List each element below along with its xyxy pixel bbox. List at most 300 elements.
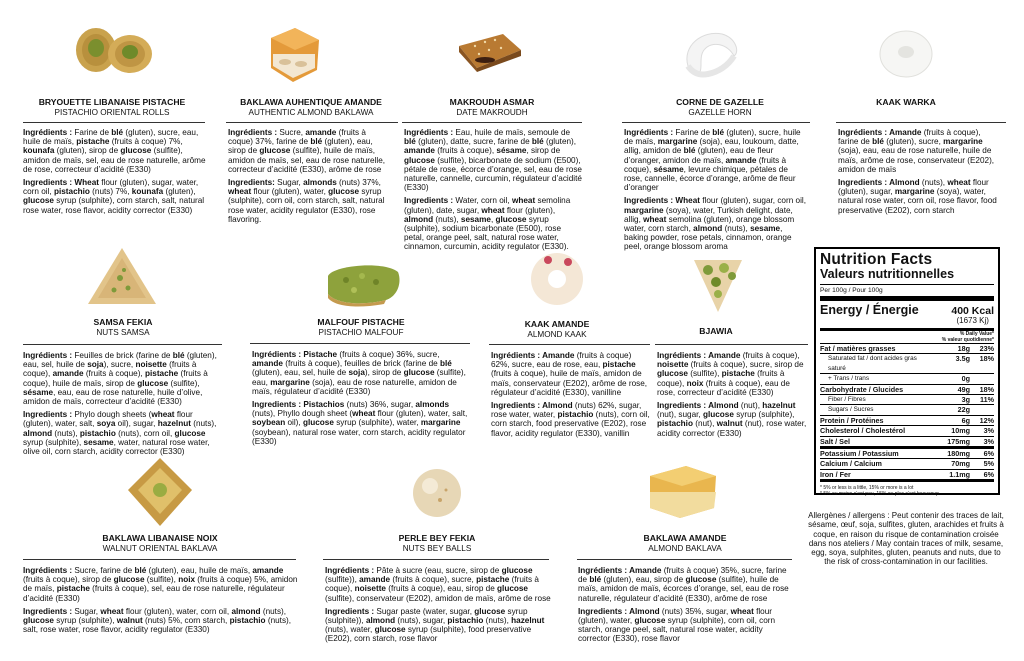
ingredient-bold: noix	[686, 378, 704, 388]
nutrient-daily-value: 6%	[983, 449, 994, 459]
ingredient-text: (fruits à coque) 35%, sucre, farine de	[578, 566, 787, 585]
ingredient-text: (gluten), eau, sel, huile de	[23, 351, 217, 370]
ingredient-text: (fruits à coque) 7%,	[109, 137, 183, 147]
ingredient-bold: blé	[589, 575, 602, 585]
ingredient-bold: glucose	[501, 566, 533, 575]
ingredient-bold: margarine	[420, 418, 461, 428]
nutrient-amount: 18g	[957, 344, 970, 353]
energy-kj: (1673 Kj)	[956, 316, 989, 325]
ingredient-bold: hazelnut	[157, 419, 191, 429]
ingredient-text: (gluten), eau, sel, huile de	[252, 368, 349, 378]
ingredients-fr	[252, 350, 468, 396]
nutrient-daily-value: 18%	[979, 384, 994, 394]
nutrient-daily-value: 3%	[983, 436, 994, 446]
ingredient-bold: kounafa	[131, 187, 164, 197]
ingredient-text: (nuts), water,	[325, 625, 375, 635]
ingredient-bold: almond	[693, 224, 723, 234]
bryouette-photo	[70, 24, 156, 76]
product-name-kaak-amande: KAAK AMANDE	[524, 319, 590, 329]
ingredient-bold: pistache	[721, 369, 755, 379]
nutrient-amount: 3g	[961, 395, 970, 405]
nutrient-daily-value	[970, 405, 994, 414]
ingredient-text: (fruits à coque), huile de maïs, sirop de	[23, 369, 208, 388]
ingredient-bold: Ingrédients :	[23, 128, 75, 137]
product-subtitle-malfouf: PISTACHIO MALFOUF	[318, 328, 404, 337]
nutrient-label: Fiber / Fibres	[828, 396, 866, 404]
ingredient-bold: kounafa	[23, 146, 55, 156]
ingredients-en	[252, 400, 468, 446]
ingredient-bold: walnut	[116, 616, 143, 626]
ingredient-bold: noisette	[135, 360, 167, 370]
ingredient-text: Sucre, farine de	[74, 566, 135, 575]
product-name-baklawa-noix: BAKLAWA LIBANAISE NOIX	[102, 533, 218, 543]
ingredient-text: (fruits à coque), huile de maïs, amidon de maïs, conservateur (E202), arôme de rose, régulateur d’acidité (E330), vanilline	[491, 369, 648, 397]
ingredient-text: semolina (gluten), date, sugar,	[404, 196, 571, 215]
ingredient-text: flour (gluten), water,	[578, 606, 773, 626]
ingredient-bold: almonds	[415, 400, 450, 410]
ingredient-text: Sucre,	[279, 128, 306, 137]
ingredient-text: (soya), water, natural rose water, corn oil, rose flavor, food preservative (E202), corn starch	[838, 187, 997, 215]
ingredient-text: (fruits à coque), eau, sirop de	[386, 584, 498, 594]
ingredient-text: (gluten), eau de fleur d’oranger, amidon de maïs,	[624, 146, 774, 165]
malfouf-photo	[322, 258, 404, 308]
ingredient-text: ), sucre,	[103, 360, 136, 370]
ingredient-text: (soja), eau, loukoum, datte, allig, amidon de	[624, 137, 799, 156]
ingredient-bold: sesame	[750, 224, 781, 234]
ingredient-text: (soja), eau, eau de rose naturelle, huile de maïs, arôme de rose, conservateur (E202), amidon de maïs	[838, 146, 995, 174]
product-subtitle-baklawa-noix: WALNUT ORIENTAL BAKLAVA	[102, 544, 218, 553]
ingredient-bold: Ingredients :	[624, 196, 676, 206]
ingredient-text: semolina (gluten), orange blossom water, corn starch,	[624, 214, 795, 234]
ingredient-text: (gluten), eau, sirop de	[601, 575, 686, 585]
ingredient-text: (sulfite),	[687, 369, 722, 379]
ingredient-bold: almond	[231, 606, 261, 616]
product-subtitle-bryouette: PISTACHIO ORIENTAL ROLLS	[54, 108, 170, 117]
energy-kcal: 400 Kcal	[951, 305, 994, 317]
ingredients-kaak-warka	[838, 128, 998, 219]
ingredients-en	[624, 196, 806, 251]
ingredients-baklawa-amande-2	[578, 566, 794, 648]
ingredients-fr	[624, 128, 806, 192]
ingredient-bold: margarine	[943, 137, 983, 147]
ingredient-text: (fruits à coque),	[83, 369, 145, 379]
product-subtitle-makroudh: DATE MAKROUDH	[456, 108, 528, 117]
ingredient-text: syrup (sulphite), corn oil, corn starch, orange peel, salt, natural rose water, acidity corrector (E330), rose flavor	[578, 616, 776, 644]
product-subtitle-kaak-amande: ALMOND KAAK	[527, 330, 587, 339]
ingredient-bold: Ingredients :	[23, 178, 75, 188]
product-divider	[622, 122, 810, 123]
product-name-bryouette: BRYOUETTE LIBANAISE PISTACHE	[38, 97, 186, 107]
nutrient-label: Fat / matières grasses	[820, 344, 896, 353]
ingredient-text: flour (gluten), sugar,	[838, 178, 989, 197]
nutrient-label: Carbohydrate / Glucides	[820, 384, 904, 394]
ingredient-bold: soya	[96, 419, 116, 429]
ingredient-bold: soja	[348, 368, 365, 378]
ingredient-text: , sirop de	[526, 146, 561, 156]
ingredient-text: (gluten), datte, sucre, farine de	[415, 137, 532, 147]
ingredient-bold: glucose	[497, 584, 528, 594]
ingredient-text: (nut), rose water, acidity corrector (E330)	[657, 419, 807, 438]
ingredient-bold: pistachio	[79, 428, 116, 438]
footnote-fr: * 5% ou moins c’est peu, 15% ou plus c’est beaucoup	[820, 491, 939, 498]
ingredient-bold: glucose	[113, 575, 145, 585]
ingredient-text: (nuts) 35%, sugar,	[659, 606, 731, 616]
footnote-en: * 5% or less is a little, 15% or more is a lot	[820, 485, 914, 492]
product-divider	[402, 122, 582, 123]
ingredient-bold: sésame	[496, 146, 527, 156]
ingredient-bold: margarine	[270, 377, 310, 387]
energy-label: Energy / Énergie	[820, 303, 919, 317]
ingredient-text: (fruits à coque), sirop de	[23, 575, 114, 585]
ingredients-fr	[325, 566, 551, 603]
ingredient-text: (nuts) 7%,	[89, 187, 132, 197]
ingredient-text: (gluten), sirop de	[54, 146, 121, 156]
ingredient-text: (fruits à coque), sucre, sirop de	[688, 360, 804, 370]
ingredient-bold: almond	[365, 616, 396, 626]
product-name-kaak-warka: KAAK WARKA	[876, 97, 936, 107]
ingredient-text: (nuts), sugar,	[395, 616, 448, 626]
ingredient-bold: margarine	[894, 187, 935, 197]
ingredient-text: (sulfite), amidon de maïs, sel, eau de rose naturelle, arôme de rose, correcteur d’acidité (E330)	[23, 146, 206, 174]
nutrient-amount: 3.5g	[955, 354, 970, 364]
ingredient-bold: pistachio	[557, 410, 594, 420]
nutrient-daily-value: 3%	[983, 426, 994, 436]
ingredient-text: (gluten),	[543, 137, 577, 147]
ingredient-bold: blé	[134, 566, 147, 575]
allergen-notice	[808, 511, 1004, 567]
ingredient-text: flour (gluten), water, corn oil,	[123, 606, 232, 616]
ingredient-bold: wheat	[481, 205, 505, 215]
ingredient-bold: pistachio	[53, 187, 90, 197]
ingredients-perle-bey	[325, 566, 551, 648]
product-name-samsa: SAMSA FEKIA	[93, 317, 153, 327]
allergen-text: Peut contenir des traces de lait, sésame, œuf, soja, sulfites, gluten, arachides et fruits à coque, en raison du risque de contamination croisée dans nos ateliers / May contain traces of milk, sesame, egg, soya, sulphites, gluten, peanuts and nuts, due to the risk of cross-contamination in our facilities.	[808, 511, 1004, 567]
ingredient-text: (nuts),	[919, 178, 948, 188]
ingredient-text: Farine de	[74, 128, 112, 137]
ingredient-text: (fruits à coque),	[657, 369, 785, 388]
nutrition-row	[820, 373, 994, 383]
ingredients-en	[838, 178, 998, 215]
ingredient-bold: blé	[531, 137, 544, 147]
ingredient-text: (sulfite),	[144, 575, 179, 585]
ingredient-bold: almond	[404, 214, 434, 224]
ingredient-bold: Pistachios	[303, 400, 345, 410]
ingredient-text: (fruits à coque) 36%, sucre,	[337, 350, 440, 359]
ingredient-text: syrup (sulphite),	[53, 616, 117, 626]
ingredient-text: (nuts) 62%, sugar, rose water, water,	[491, 401, 642, 420]
ingredient-bold: Ingrédients :	[228, 128, 280, 137]
ingredient-text: (fruits à coque) 62%, sucre, eau de rose, eau,	[491, 351, 632, 370]
nutrition-title: Nutrition Facts	[820, 251, 933, 268]
ingredient-bold: glucose	[23, 616, 54, 626]
nutrient-amount: 175mg	[947, 436, 970, 446]
ingredient-bold: amande	[359, 575, 391, 585]
ingredients-fr	[491, 351, 651, 397]
ingredient-text: (gluten), sucre, eau, huile de maïs,	[23, 128, 199, 147]
ingredient-bold: Ingrédients :	[404, 128, 456, 137]
nutrient-daily-value	[970, 374, 994, 383]
ingredient-text: (sulfite), huile de maïs, amidon de maïs, écorces d’orange, sel, eau de rose naturelle, régulateur d’acidité (E330), arôme de rose	[578, 575, 789, 603]
ingredient-bold: Ingrédients :	[578, 566, 630, 575]
ingredient-bold: glucose	[495, 214, 527, 224]
ingredient-text: (fruits à coque) 5%, amidon de maïs,	[23, 575, 298, 594]
ingredient-text: syrup (sulphite), sodium bicarbonate (E500), rose petal, orange peel, salt, natural rose water, cinnamon, curcumin, acidity regulator (E330).	[404, 214, 569, 252]
ingredient-text: (nuts) 37%,	[336, 178, 381, 188]
ingredient-bold: hazelnut	[511, 616, 545, 626]
ingredients-fr	[23, 351, 223, 406]
ingredient-bold: Ingredients :	[657, 401, 709, 411]
ingredient-bold: Ingredients :	[23, 606, 75, 616]
ingredient-bold: wheat	[947, 178, 971, 188]
ingredient-bold: Amande	[542, 351, 575, 360]
energy-row	[820, 303, 994, 325]
ingredient-bold: noisette	[657, 360, 689, 370]
ingredient-text: (sulfite), bicarbonate de sodium (E500), pétale de rose, écorce d’orange, sel, eau de rose naturelle, cannelle, curcumin, régulateur d’acidité (E330)	[404, 155, 582, 193]
ingredient-text: (fruits à coque), feuilles de brick (farine de	[282, 359, 440, 369]
ingredient-bold: pistachio	[447, 616, 484, 626]
ingredients-en	[578, 607, 794, 644]
product-divider	[23, 559, 296, 560]
ingredient-bold: blé	[872, 137, 884, 147]
ingredient-bold: Almond	[629, 606, 660, 616]
bey-balls-photo	[410, 466, 464, 520]
ingredient-bold: blé	[712, 128, 725, 137]
product-name-makroudh: MAKROUDH ASMAR	[449, 97, 535, 107]
ingredient-text: Sugar,	[277, 178, 304, 188]
nutrient-label: Iron / Fer	[820, 469, 851, 479]
ingredient-bold: Ingredients :	[838, 178, 890, 188]
ingredient-text: (fruits à coque), sel, eau de rose naturelle, régulateur d’acidité (E330)	[23, 584, 285, 603]
ingredient-text: (fruits à coque), eau de rose, correcteur d’acidité (E330)	[657, 378, 790, 397]
product-subtitle-corne-gazelle: GAZELLE HORN	[688, 108, 752, 117]
product-name-malfouf: MALFOUF PISTACHE	[317, 317, 405, 327]
almond-baklava-photo	[646, 462, 718, 522]
ingredients-fr	[657, 351, 807, 397]
ingredient-text: Pâte à sucre (eau, sucre, sirop de	[376, 566, 502, 575]
ingredient-text: (sulfite),	[168, 378, 200, 388]
product-divider	[226, 122, 398, 123]
nutrition-row	[820, 469, 994, 479]
ingredient-text: (nut),	[738, 401, 763, 411]
kaak-almond-photo	[528, 250, 586, 308]
nutrient-label: Sugars / Sucres	[828, 406, 874, 414]
ingredient-bold: pistache	[476, 575, 510, 585]
ingredients-fr	[23, 566, 299, 603]
ingredient-text: (fruits à coque),	[740, 351, 800, 360]
ingredient-bold: blé	[683, 146, 696, 156]
nutrition-row	[820, 458, 994, 468]
ingredient-text: flour (gluten), sugar, corn oil,	[699, 196, 807, 206]
ingredients-en	[325, 607, 551, 644]
ingredient-bold: pistachio	[657, 419, 693, 429]
ingredient-bold: almonds	[303, 178, 337, 188]
nutrient-daily-value: 5%	[983, 459, 994, 469]
ingredient-bold: Ingrédients :	[252, 350, 304, 359]
ingredient-bold: blé	[111, 128, 124, 137]
ingredient-text: syrup (sulphite)),	[325, 606, 528, 626]
ingredient-text: flour (gluten), sugar, water, corn oil,	[23, 178, 199, 197]
nutrient-label: Protein / Protéines	[820, 415, 884, 425]
ingredient-bold: glucose	[120, 146, 152, 156]
ingredient-text: (nuts),	[722, 224, 751, 234]
ingredient-bold: glucose	[174, 428, 206, 438]
ingredient-text: (nut), sugar,	[657, 410, 703, 420]
ingredient-text: oil),	[285, 418, 303, 428]
nutrient-label: Calcium / Calcium	[820, 459, 882, 469]
ingredient-text: (fruits à coque),	[23, 360, 197, 379]
ingredient-text: (sulfite), conservateur (E202), amidon de maïs, arôme de rose	[325, 593, 551, 603]
baklawa-almond-photo	[265, 24, 323, 86]
ingredient-text: (soybean), natural rose water, corn starch, acidity regulator (E330)	[252, 427, 466, 446]
nutrient-amount: 6g	[961, 415, 970, 425]
product-name-perle-bey: PERLE BEY FEKIA	[398, 533, 476, 543]
ingredient-text: syrup (sulphite), corn oil, corn starch, salt, natural rose water, acidity regulator (E330), rose flavoring.	[228, 187, 385, 224]
ingredients-makroudh	[404, 128, 582, 256]
ingredient-bold: amande	[52, 369, 84, 379]
nutrient-daily-value: 23%	[979, 344, 994, 353]
nutrient-amount: 49g	[957, 384, 970, 394]
ingredient-text: Phylo dough sheets (	[74, 410, 152, 420]
nutrition-row	[820, 415, 994, 425]
product-name-corne-gazelle: CORNE DE GAZELLE	[676, 97, 764, 107]
nutrient-amount: 180mg	[947, 449, 970, 459]
product-subtitle-samsa: NUTS SAMSA	[96, 328, 150, 337]
nutrient-label: Salt / Sel	[820, 436, 850, 446]
ingredient-bold: Ingrédients :	[23, 351, 75, 360]
ingredient-bold: glucose	[374, 625, 406, 635]
nutrient-amount: 1.1mg	[949, 469, 970, 479]
ingredient-text: (nut),	[692, 419, 717, 429]
ingredient-bold: blé	[404, 137, 416, 147]
nutrition-row	[820, 436, 994, 446]
nutrient-label: Saturated fat / dont acides gras saturé	[828, 355, 917, 372]
ingredient-bold: amande	[404, 146, 435, 156]
ingredient-text: (gluten), eau, huile de maïs,	[146, 566, 253, 575]
ingredients-fr	[23, 128, 208, 174]
ingredient-bold: blé	[439, 359, 452, 369]
ingredient-bold: Ingredients :	[252, 400, 304, 410]
ingredient-text: flour (gluten), water, salt,	[23, 410, 193, 429]
ingredient-bold: Ingrédients :	[491, 351, 543, 360]
ingredient-bold: Almond	[708, 401, 739, 411]
ingredient-text: Water, corn oil,	[455, 196, 512, 206]
ingredient-text: (soya), water, Turkish delight, date, allig,	[624, 205, 793, 224]
ingredient-bold: pistache	[56, 584, 90, 594]
ingredient-bold: glucose	[685, 575, 717, 585]
ingredient-bold: soybean	[252, 418, 286, 428]
ingredient-bold: Ingredients :	[578, 606, 630, 616]
ingredient-text: (nuts),	[190, 419, 217, 429]
product-subtitle-baklawa-amande-2: ALMOND BAKLAVA	[648, 544, 722, 553]
ingredient-text: (nuts), salt, rose water, rose flavor, acidity regulator (E330)	[23, 616, 292, 635]
gazelle-horn-photo	[678, 26, 742, 82]
ingredient-bold: Amande	[708, 351, 741, 360]
product-divider	[655, 344, 808, 345]
ingredient-bold: Amande	[889, 128, 922, 137]
nutrition-row	[820, 353, 994, 373]
ingredient-text: (fruits à coque),	[325, 575, 539, 594]
nutrient-daily-value: 12%	[979, 415, 994, 425]
product-divider	[489, 344, 650, 345]
ingredient-bold: noisette	[354, 584, 386, 594]
ingredient-bold: glucose	[702, 410, 734, 420]
ingredients-bjawia	[657, 351, 807, 442]
ingredients-bryouette	[23, 128, 208, 219]
ingredient-text: syrup (sulphite), food preservative (E202), corn starch, rose flavor	[325, 625, 532, 644]
product-divider	[836, 122, 1006, 123]
ingredient-text: oil), sugar,	[115, 419, 158, 429]
ingredient-text: (soja), eau de rose naturelle, amidon de maïs, régulateur d’acidité (E330)	[252, 377, 457, 396]
ingredient-bold: pistache	[76, 137, 110, 147]
ingredient-bold: wheat	[352, 409, 376, 419]
ingredient-bold: Almond	[542, 401, 573, 411]
ingredients-kaak-amande	[491, 351, 651, 442]
product-subtitle-baklawa-amande: AUTHENTIC ALMOND BAKLAWA	[248, 108, 374, 117]
ingredient-text: , eau, eau de rose naturelle, huile d’olive, amidon de maïs, correcteur d’acidité (E330)	[23, 387, 203, 407]
ingredient-bold: sésame	[653, 164, 684, 174]
ingredient-text: flour (gluten), water, salt,	[375, 409, 468, 419]
ingredient-bold: Ingredients :	[23, 410, 75, 420]
ingredients-fr	[838, 128, 998, 174]
ingredient-bold: Ingredients:	[228, 178, 278, 188]
makroudh-photo	[455, 30, 523, 74]
bjawia-photo	[690, 254, 746, 314]
ingredient-bold: wheat	[228, 187, 252, 197]
ingredients-en	[404, 196, 582, 251]
ingredient-text: (fruits à coque), farine de	[838, 128, 981, 147]
ingredient-bold: sésame	[23, 387, 54, 397]
baklawa-walnut-photo	[126, 456, 194, 528]
ingredient-bold: Ingrédients :	[325, 566, 377, 575]
ingredients-en	[23, 178, 208, 215]
ingredient-text: (nuts),	[433, 214, 461, 224]
ingredients-en	[23, 607, 299, 635]
ingredient-bold: Ingrédients :	[624, 128, 676, 137]
ingredients-en	[657, 401, 807, 438]
ingredients-fr	[578, 566, 794, 603]
ingredient-bold: Ingredients :	[491, 401, 543, 411]
ingredient-bold: glucose	[404, 155, 435, 165]
nutrition-facts-panel	[814, 247, 1000, 498]
ingredient-bold: noix	[178, 575, 196, 585]
ingredient-bold: Wheat	[74, 178, 99, 188]
ingredient-bold: pistachio	[229, 616, 266, 626]
ingredient-text: (fruits à coque), sucre,	[390, 575, 477, 585]
nutrient-label: Potassium / Potassium	[820, 449, 899, 459]
ingredient-bold: margarine	[624, 205, 664, 215]
ingredient-text: (gluten), sucre,	[883, 137, 944, 147]
ingredient-text: (fruits à coque) 37%, farine de	[228, 128, 366, 147]
ingredients-malfouf	[252, 350, 468, 450]
nutrient-label: Cholesterol / Cholestérol	[820, 426, 906, 436]
ingredient-bold: glucose	[137, 378, 169, 388]
nutrient-amount: 22g	[957, 405, 970, 415]
ingredient-bold: glucose	[403, 368, 435, 378]
nutrition-row	[820, 404, 994, 414]
ingredients-samsa	[23, 351, 223, 460]
ingredient-bold: blé	[310, 137, 323, 147]
ingredient-bold: margarine	[657, 137, 698, 147]
ingredients-corne-gazelle	[624, 128, 806, 256]
samsa-photo	[86, 244, 158, 308]
ingredient-text: (nuts), Phyllo dough sheet (	[252, 409, 353, 419]
nutrient-label: + Trans / trans	[828, 375, 870, 383]
product-subtitle-perle-bey: NUTS BEY BALLS	[402, 544, 472, 553]
ingredient-text: (gluten),	[163, 187, 196, 197]
ingredient-text: syrup (sulphite),	[23, 437, 84, 447]
ingredient-bold: glucose	[328, 187, 360, 197]
ingredient-text: syrup (sulphite), water,	[333, 418, 421, 428]
